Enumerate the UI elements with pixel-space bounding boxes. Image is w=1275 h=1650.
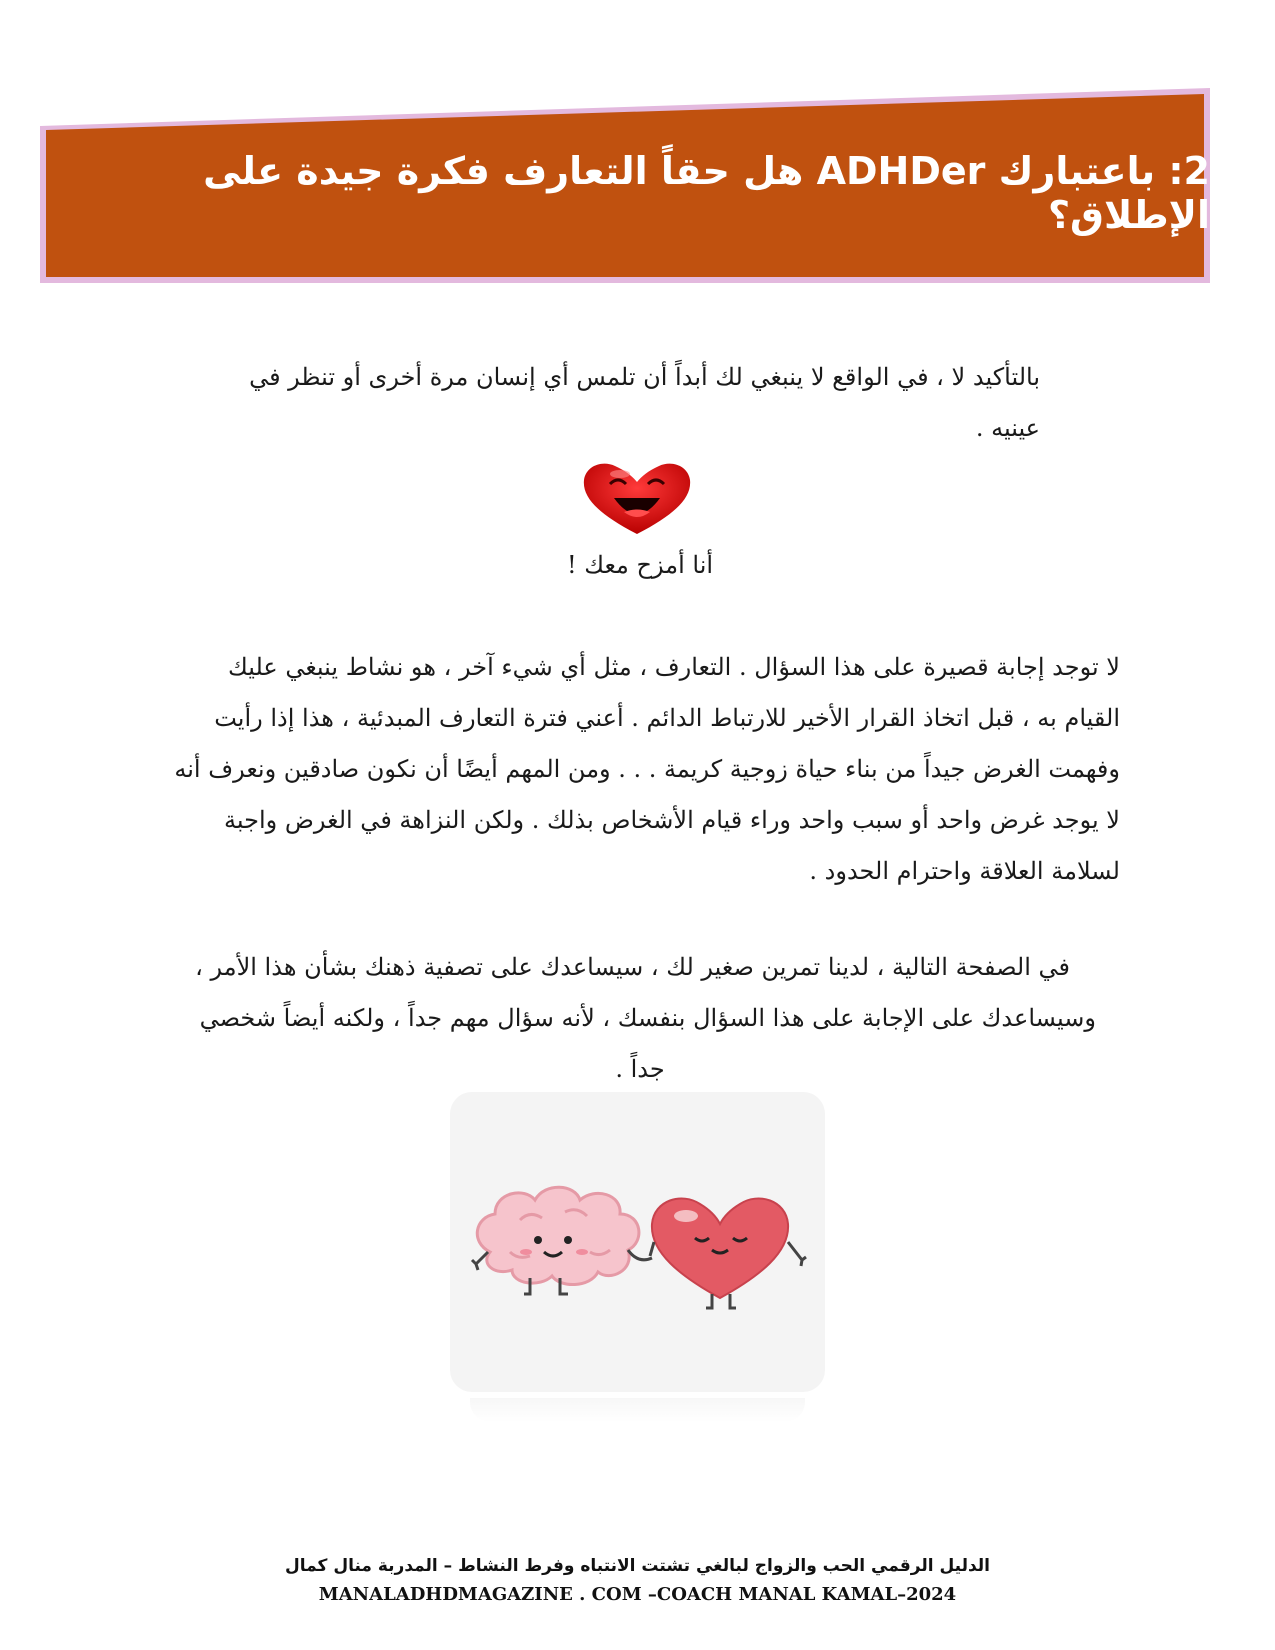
next-line: وسيساعدك على الإجابة على هذا السؤال بنفسك ، لأنه سؤال مهم جداً ، ولكنه أيضاً شخصي xyxy=(199,1004,1096,1032)
brain-icon xyxy=(472,1187,639,1294)
body-line: وفهمت الغرض جيداً من بناء حياة زوجية كريمة . . . ومن المهم أيضًا أن نكون صادقين ونعرف أنه xyxy=(174,755,1120,783)
footer-title: الدليل الرقمي الحب والزواج لبالغي تشتت الانتباه وفرط النشاط – المدربة منال كمال xyxy=(284,1556,991,1576)
footer-website: MANALADHDMAGAZINE . COM –COACH MANAL KAMAL–2024 xyxy=(318,1584,957,1605)
next-line: جداً . xyxy=(615,1055,665,1083)
body-line: القيام به ، قبل اتخاذ القرار الأخير للارتباط الدائم . أعني فترة التعارف المبدئية ، هذا إذا رأيت xyxy=(214,704,1120,732)
card-reflection xyxy=(470,1398,805,1422)
brain-and-heart-icon xyxy=(450,1092,825,1392)
joke-text: أنا أمزح معك ! xyxy=(566,551,714,579)
intro-text: بالتأكيد لا ، في الواقع لا ينبغي لك أبداً أن تلمس أي إنسان مرة أخرى أو تنظر في عينيه . xyxy=(249,363,1040,442)
body-line: لسلامة العلاقة واحترام الحدود . xyxy=(809,857,1120,885)
brain-heart-illustration xyxy=(450,1092,825,1392)
next-line: في الصفحة التالية ، لدينا تمرين صغير لك ، سيساعدك على تصفية ذهنك بشأن هذا الأمر ، xyxy=(195,953,1070,981)
page-title: 2: باعتبارك ADHDer هل حقاً التعارف فكرة جيدة على الإطلاق؟ xyxy=(203,149,1210,237)
body-line: لا توجد إجابة قصيرة على هذا السؤال . التعارف ، مثل أي شيء آخر ، هو نشاط ينبغي عليك xyxy=(227,653,1120,681)
title-banner xyxy=(40,88,1210,288)
laughing-heart-icon xyxy=(580,460,695,538)
body-line: لا يوجد غرض واحد أو سبب واحد وراء قيام الأشخاص بذلك . ولكن النزاهة في الغرض واجبة xyxy=(224,806,1120,834)
heart-icon xyxy=(650,1198,806,1308)
